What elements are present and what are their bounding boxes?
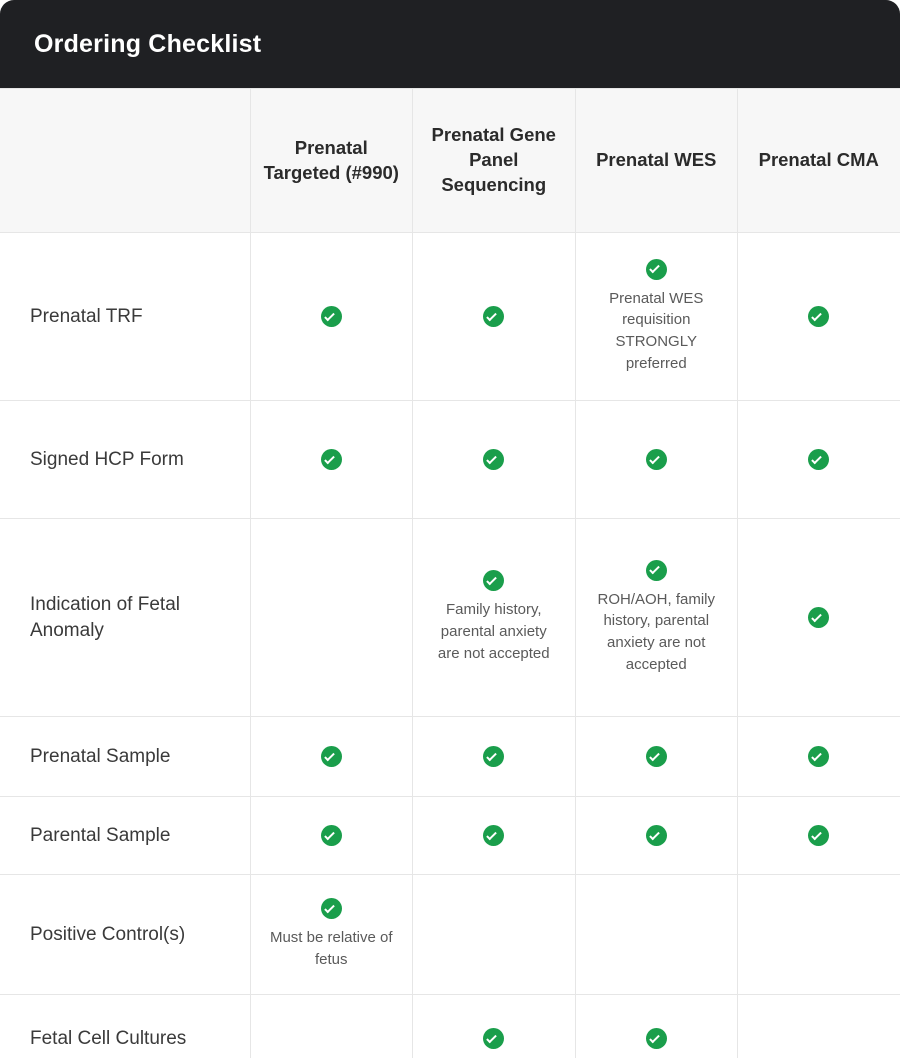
cell-parental-sample-prenatal-targeted [250,797,413,875]
check-icon [808,449,829,470]
check-icon [483,570,504,591]
check-icon [646,746,667,767]
cell-prenatal-sample-prenatal-targeted [250,717,413,797]
cell-positive-controls-wes [575,875,738,995]
column-header-prenatal-cma: Prenatal CMA [738,89,900,233]
check-icon [646,560,667,581]
cell-signed-hcp-form-wes [575,401,738,519]
cell-prenatal-sample-gene-panel [413,717,576,797]
row-label-parental-sample: Parental Sample [0,797,250,875]
cell-signed-hcp-form-gene-panel [413,401,576,519]
cell-signed-hcp-form-cma [738,401,900,519]
cell-positive-controls-cma [738,875,900,995]
table-header [0,89,900,233]
cell-parental-sample-gene-panel [413,797,576,875]
check-icon [646,449,667,470]
cell-prenatal-trf-wes [575,233,738,401]
check-icon [808,306,829,327]
cell-positive-controls-gene-panel [413,875,576,995]
row-label-prenatal-sample: Prenatal Sample [0,717,250,797]
cell-note: ROH/AOH, family history, parental anxiety are not accepted [597,590,715,673]
card-header [0,0,900,88]
cell-prenatal-sample-wes [575,717,738,797]
row-label-indication-of-fetal-anomaly: Indication of Fetal Anomaly [0,519,250,717]
check-icon [808,607,829,628]
check-icon [646,259,667,280]
check-icon [646,1028,667,1049]
check-icon [808,746,829,767]
cell-note: Family history, parental anxiety are not accepted [437,601,550,662]
cell-indication-gene-panel [413,519,576,717]
check-icon [321,825,342,846]
cell-parental-sample-wes [575,797,738,875]
row-label-fetal-cell-cultures: Fetal Cell Cultures [0,995,250,1058]
table-row [0,995,900,1058]
table-row [0,875,900,995]
check-icon [483,825,504,846]
table-body [0,233,900,1058]
check-icon [321,746,342,767]
check-icon [483,306,504,327]
check-icon [808,825,829,846]
row-label-prenatal-trf: Prenatal TRF [0,233,250,401]
table-header-row [0,89,900,233]
check-icon [483,449,504,470]
cell-indication-wes [575,519,738,717]
cell-note: Prenatal WES requisition STRONGLY preferred [609,289,704,372]
row-label-positive-controls: Positive Control(s) [0,875,250,995]
cell-fetal-cell-cultures-wes [575,995,738,1058]
cell-prenatal-trf-cma [738,233,900,401]
page-title: Ordering Checklist [34,29,262,58]
column-header-prenatal-wes: Prenatal WES [575,89,738,233]
row-label-signed-hcp-form: Signed HCP Form [0,401,250,519]
cell-indication-cma [738,519,900,717]
column-header-prenatal-targeted: Prenatal Targeted (#990) [250,89,413,233]
cell-prenatal-sample-cma [738,717,900,797]
check-icon [321,306,342,327]
cell-fetal-cell-cultures-prenatal-targeted [250,995,413,1058]
check-icon [321,449,342,470]
check-icon [321,898,342,919]
cell-prenatal-trf-prenatal-targeted [250,233,413,401]
table-row [0,717,900,797]
checklist-table [0,88,900,1058]
cell-fetal-cell-cultures-cma [738,995,900,1058]
table-row [0,401,900,519]
cell-positive-controls-prenatal-targeted [250,875,413,995]
cell-fetal-cell-cultures-gene-panel [413,995,576,1058]
cell-prenatal-trf-gene-panel [413,233,576,401]
cell-parental-sample-cma [738,797,900,875]
table-corner-cell [0,89,250,233]
table-row [0,519,900,717]
cell-indication-prenatal-targeted [250,519,413,717]
table-row [0,797,900,875]
table-row [0,233,900,401]
cell-note: Must be relative of fetus [269,929,393,968]
cell-signed-hcp-form-prenatal-targeted [250,401,413,519]
column-header-prenatal-gene-panel-sequencing: Prenatal Gene Panel Sequencing [413,89,576,233]
check-icon [483,746,504,767]
check-icon [483,1028,504,1049]
check-icon [646,825,667,846]
